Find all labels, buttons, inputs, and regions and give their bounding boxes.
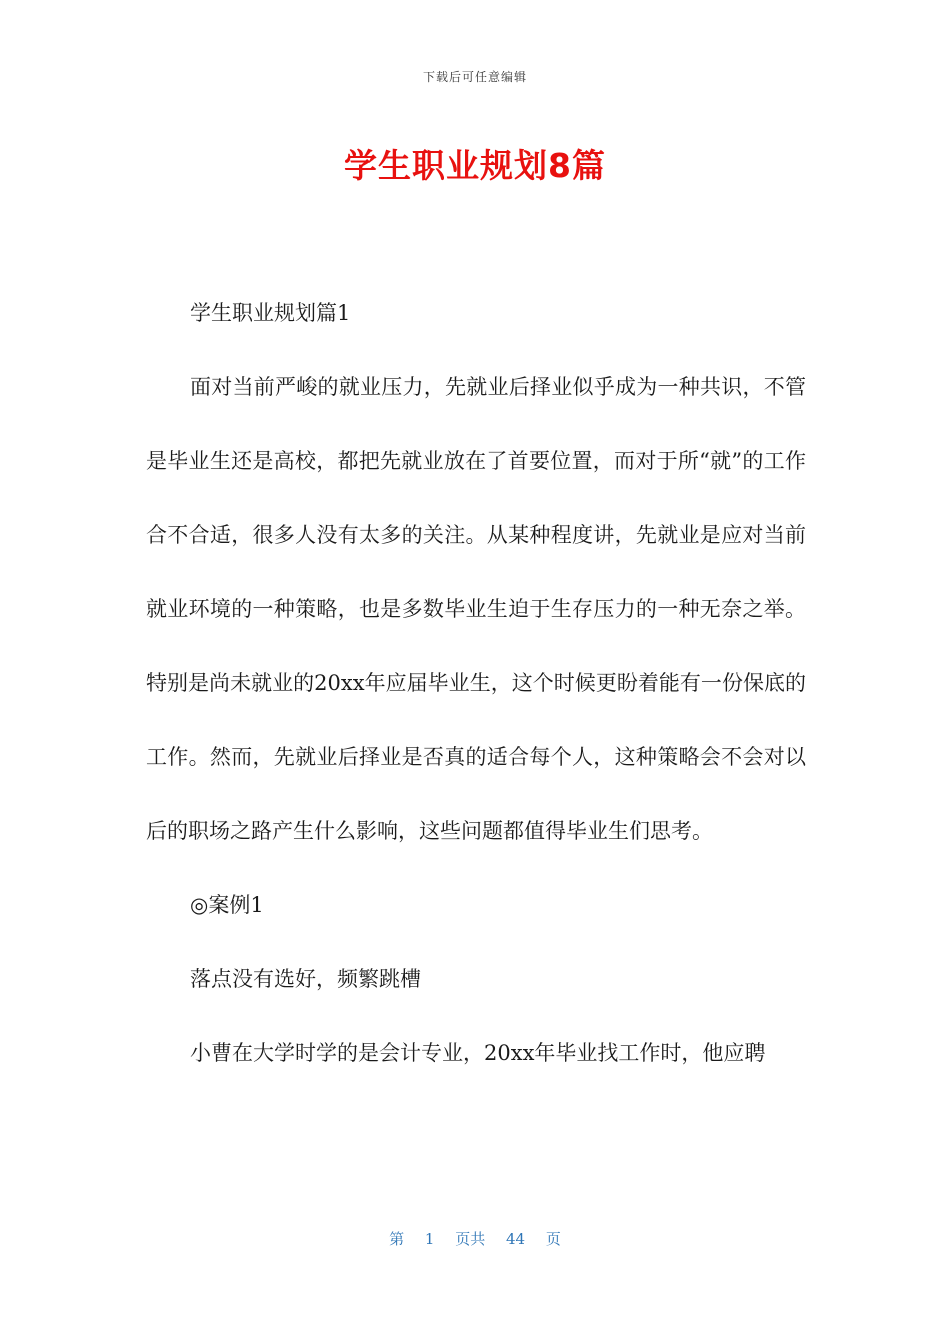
document-body [146,276,806,1090]
document-title: 学生职业规划8篇 [344,146,606,185]
section-heading: 学生职业规划篇1 [190,301,351,325]
footer-suffix: 页 [545,1230,561,1248]
footer-prefix: 第 [389,1230,405,1248]
page-number: 1 [424,1230,435,1248]
page-total: 44 [506,1230,526,1248]
paragraph: 面对当前严峻的就业压力，先就业后择业似乎成为一种共识，不管是毕业生还是高校，都把先就业放在了首要位置，而对于所“就”的工作合不合适，很多人没有太多的关注。从某种程度讲，先就业是应对当前就业环境的一种策略，也是多数毕业生迫于生存压力的一种无奈之举。特别是尚未就业的20xx年应届毕业生，这个时候更盼着能有一份保底的工作。然而，先就业后择业是否真的适合每个人，这种策略会不会对以后的职场之路产生什么影响，这些问题都值得毕业生们思考。 [146,375,806,843]
page-footer [0,1228,950,1249]
header-note: 下载后可任意编辑 [422,70,527,84]
case-subtitle: 落点没有选好，频繁跳槽 [190,967,421,991]
footer-middle: 页共 [455,1230,486,1248]
case-heading: ◎案例1 [190,893,264,917]
paragraph: 小曹在大学时学的是会计专业，20xx年毕业找工作时，他应聘 [190,1041,766,1065]
